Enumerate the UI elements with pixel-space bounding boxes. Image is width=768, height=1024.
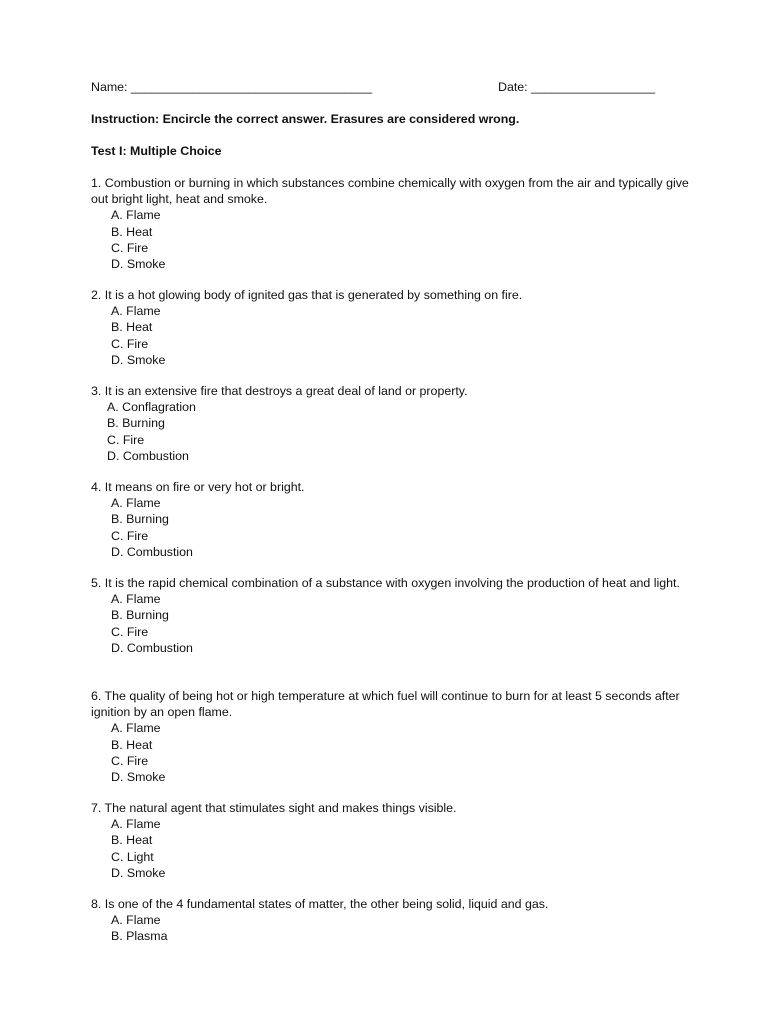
option-b: B. Plasma — [111, 929, 168, 944]
option-c: C. Light — [111, 849, 154, 864]
option-c: C. Fire — [107, 432, 145, 447]
option-list — [91, 720, 691, 785]
option-b: B. Burning — [107, 416, 165, 431]
question-1 — [91, 175, 691, 272]
question-text: 8. Is one of the 4 fundamental states of matter, the other being solid, liquid and gas. — [91, 897, 549, 911]
question-6 — [91, 688, 691, 785]
question-2 — [91, 287, 691, 368]
option-a: A. Flame — [111, 304, 161, 319]
question-text: 2. It is a hot glowing body of ignited gas that is generated by something on fire. — [91, 288, 523, 302]
option-a: A. Flame — [111, 721, 161, 736]
question-text: 5. It is the rapid chemical combination of a substance with oxygen involving the production of heat and light. — [91, 576, 680, 590]
option-list — [91, 303, 691, 368]
question-text: 3. It is an extensive fire that destroys a great deal of land or property. — [91, 384, 468, 398]
option-list — [91, 591, 691, 656]
option-b: B. Heat — [111, 737, 153, 752]
option-c: C. Fire — [111, 528, 149, 543]
option-b: B. Heat — [111, 224, 153, 239]
option-list — [91, 399, 691, 464]
question-text: 7. The natural agent that stimulates sight and makes things visible. — [91, 801, 457, 815]
question-5 — [91, 575, 691, 656]
option-b: B. Burning — [111, 512, 169, 527]
option-d: D. Smoke — [111, 865, 166, 880]
question-text: 4. It means on fire or very hot or bright. — [91, 480, 305, 494]
option-a: A. Flame — [111, 592, 161, 607]
question-8 — [91, 896, 691, 945]
option-d: D. Smoke — [111, 352, 166, 367]
option-list — [91, 816, 691, 881]
option-b: B. Burning — [111, 608, 169, 623]
instruction-text: Instruction: Encircle the correct answer. Erasures are considered wrong. — [91, 112, 520, 126]
option-d: D. Smoke — [111, 770, 166, 785]
test-title: Test I: Multiple Choice — [91, 144, 222, 158]
date-field: Date: __________________ — [498, 80, 656, 94]
option-c: C. Fire — [111, 240, 149, 255]
option-d: D. Combustion — [111, 544, 193, 559]
option-a: A. Flame — [111, 913, 161, 928]
name-field: Name: ___________________________________ — [91, 80, 373, 94]
option-a: A. Flame — [111, 496, 161, 511]
option-b: B. Heat — [111, 320, 153, 335]
option-b: B. Heat — [111, 833, 153, 848]
question-4 — [91, 479, 691, 560]
option-c: C. Fire — [111, 336, 149, 351]
option-a: A. Flame — [111, 817, 161, 832]
question-text: 6. The quality of being hot or high temperature at which fuel will continue to burn for at least 5 seconds after ignition by an open flame. — [91, 689, 680, 720]
option-c: C. Fire — [111, 753, 149, 768]
option-d: D. Combustion — [107, 448, 189, 463]
option-c: C. Fire — [111, 624, 149, 639]
question-3 — [91, 383, 691, 464]
option-a: A. Flame — [111, 208, 161, 223]
question-text: 1. Combustion or burning in which substances combine chemically with oxygen from the air and typically give out bright light, heat and smoke. — [91, 176, 689, 207]
option-list — [91, 912, 691, 944]
option-list — [91, 207, 691, 272]
option-d: D. Smoke — [111, 257, 166, 272]
option-list — [91, 495, 691, 560]
option-a: A. Conflagration — [107, 400, 196, 415]
question-7 — [91, 800, 691, 881]
header-row — [91, 79, 691, 95]
option-d: D. Combustion — [111, 640, 193, 655]
